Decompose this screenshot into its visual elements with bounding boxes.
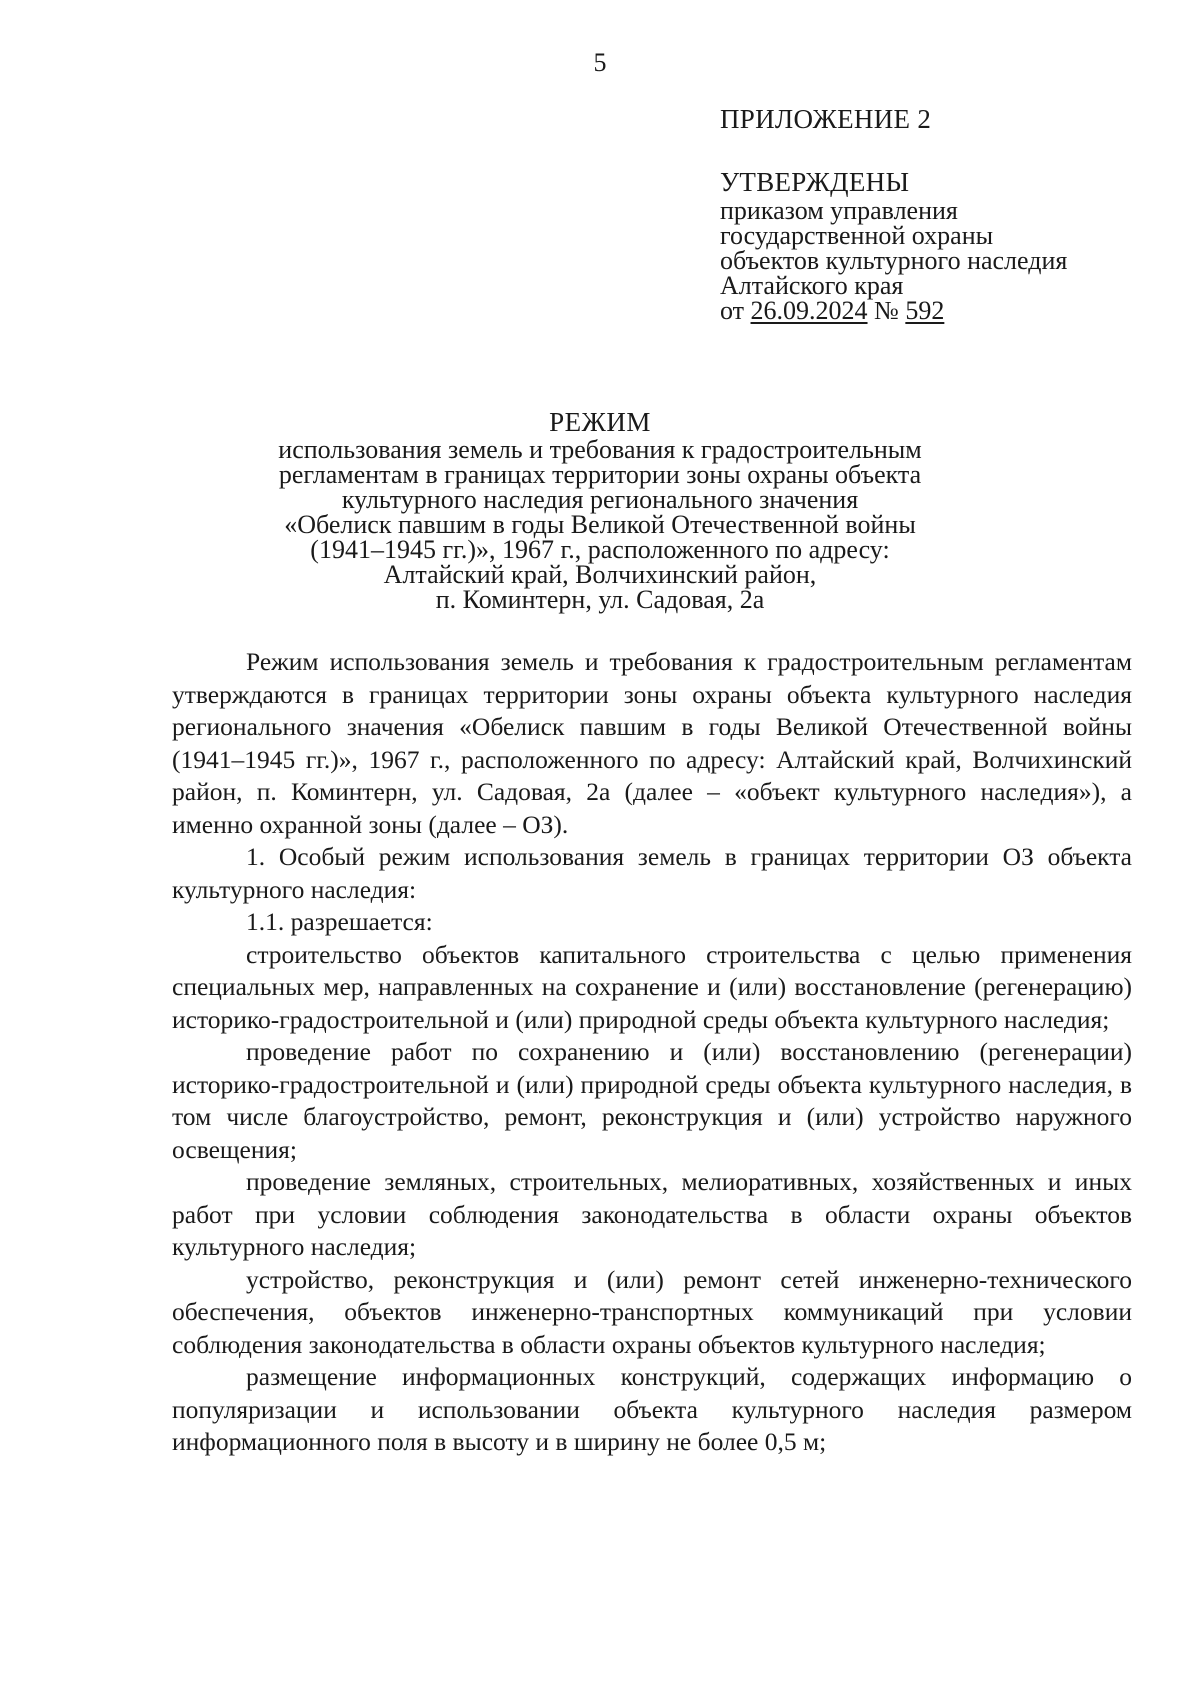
document-title: [0, 407, 1200, 614]
title-line: (1941–1945 гг.)», 1967 г., расположенного по адресу:: [310, 535, 890, 564]
title-line: п. Коминтерн, ул. Садовая, 2а: [435, 585, 765, 614]
body-paragraph: устройство, реконструкция и (или) ремонт сетей инженерно-технического обеспечения, объектов инженерно-транспортных коммуникаций при условии соблюдения законодательства в области охраны объектов культурного наследия;: [172, 1264, 1132, 1359]
body-paragraph: проведение земляных, строительных, мелиоративных, хозяйственных и иных работ при условии соблюдения законодательства в области охраны объектов культурного наследия;: [172, 1167, 1132, 1261]
body-paragraph: размещение информационных конструкций, содержащих информацию о популяризации и использовании объекта культурного наследия размером информационного поля в высоту и в ширину не более 0,5 м;: [172, 1362, 1132, 1456]
approval-date: 26.09.2024: [750, 296, 868, 325]
title-line: использования земель и требования к градостроительным: [278, 435, 922, 464]
title-line: культурного наследия регионального значения: [341, 485, 859, 514]
approval-line-2: государственной охраны: [720, 221, 994, 250]
approval-date-line: [720, 298, 1067, 323]
approval-line-3: объектов культурного наследия: [720, 246, 1068, 275]
approval-line-1: приказом управления: [720, 196, 958, 225]
date-prefix: от: [720, 296, 751, 325]
title-line: регламентам в границах территории зоны охраны объекта: [278, 460, 922, 489]
approval-block: [720, 167, 1068, 325]
body-paragraph: 1. Особый режим использования земель в границах территории ОЗ объекта культурного наследия:: [172, 842, 1132, 904]
body-paragraph: 1.1. разрешается:: [246, 907, 433, 936]
appendix-heading: ПРИЛОЖЕНИЕ 2: [720, 104, 932, 134]
approval-line-4: Алтайского края: [720, 271, 904, 300]
number-prefix: №: [867, 296, 906, 325]
title-line: Алтайский край, Волчихинский район,: [383, 560, 817, 589]
body-paragraph: Режим использования земель и требования к градостроительным регламентам утверждаются в границах территории зоны охраны объекта культурного наследия регионального значения «Обелиск павшим в годы Великой Отечественной войны (1941–1945 гг.)», 1967 г., расположенного по адресу: Алтайский край, Волчихинский район, п. Коминтерн, ул. Садовая, 2а (далее – «объект культурного наследия»), а именно охранной зоны (далее – ОЗ).: [172, 647, 1132, 839]
document-body: [172, 646, 1132, 1459]
title-line: «Обелиск павшим в годы Великой Отечественной войны: [284, 510, 916, 539]
approved-label: УТВЕРЖДЕНЫ: [720, 167, 910, 197]
title-main: РЕЖИМ: [549, 407, 651, 437]
page-number: 5: [593, 48, 607, 77]
body-paragraph: проведение работ по сохранению и (или) восстановлению (регенерации) историко-градостроительной и (или) природной среды объекта культурного наследия, в том числе благоустройство, ремонт, реконструкция и (или) устройство наружного освещения;: [172, 1037, 1132, 1164]
body-paragraph: строительство объектов капитального строительства с целью применения специальных мер, направленных на сохранение и (или) восстановление (регенерацию) историко-градостроительной и (или) природной среды объекта культурного наследия;: [172, 939, 1132, 1034]
approval-number: 592: [905, 296, 945, 325]
